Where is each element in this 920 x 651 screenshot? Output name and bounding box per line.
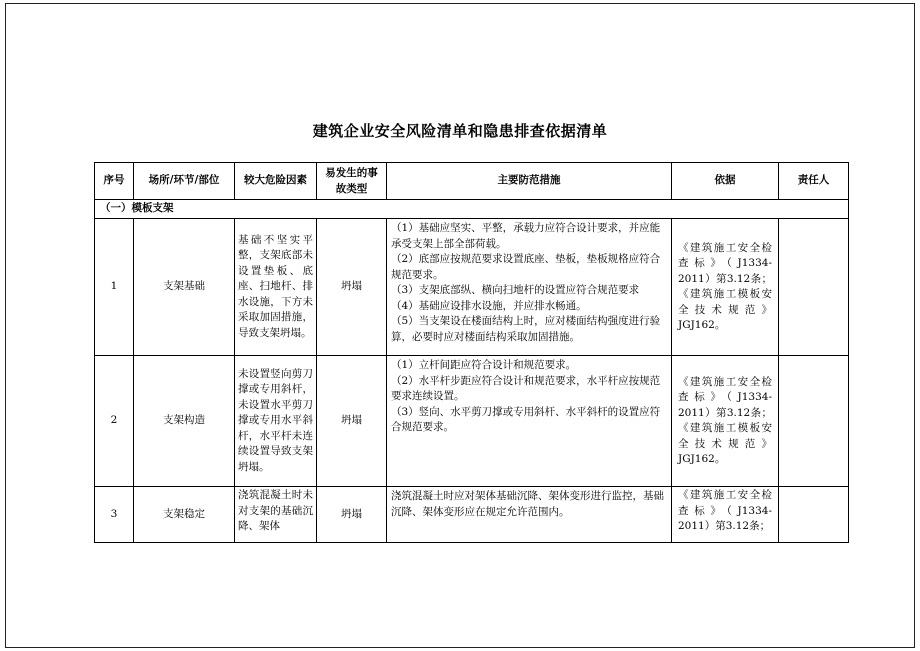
cell-location: 支架稳定 — [134, 487, 235, 543]
measure-item: 浇筑混凝土时应对架体基础沉降、架体变形进行监控，基础沉降、架体变形应在规定允许范围内。 — [391, 490, 664, 518]
cell-accident: 坍塌 — [317, 487, 387, 543]
cell-accident: 坍塌 — [317, 356, 387, 487]
cell-no: 2 — [95, 356, 134, 487]
cell-measures — [387, 487, 672, 543]
risk-checklist-table — [94, 162, 849, 543]
header-location: 场所/环节/部位 — [134, 163, 235, 200]
cell-location: 支架构造 — [134, 356, 235, 487]
table-row — [95, 356, 849, 487]
header-measures: 主要防范措施 — [387, 163, 672, 200]
measure-item: （4）基础应设排水设施，并应排水畅通。 — [391, 299, 587, 312]
header-accident: 易发生的事故类型 — [317, 163, 387, 200]
cell-no: 3 — [95, 487, 134, 543]
cell-location: 支架基础 — [134, 219, 235, 356]
cell-basis: 《建筑施工安全检查标》（J1334-2011）第3.12条；《建筑施工模板安全技术规范》JGJ162。 — [672, 356, 779, 487]
table-header-row — [95, 163, 849, 200]
cell-hazard: 未设置竖向剪刀撑或专用斜杆，未设置水平剪刀撑或专用水平斜杆，水平杆未连续设置导致支架坍塌。 — [235, 356, 317, 487]
section-row — [95, 200, 849, 219]
cell-owner — [779, 219, 849, 356]
header-no: 序号 — [95, 163, 134, 200]
header-basis: 依据 — [672, 163, 779, 200]
measure-item: （2）水平杆步距应符合设计和规范要求，水平杆应按规范要求连续设置。 — [391, 374, 661, 402]
header-hazard: 较大危险因素 — [235, 163, 317, 200]
cell-hazard: 基础不坚实平整，支架底部未设置垫板、底座、扫地杆、排水设施，下方未采取加固措施，导致支架坍塌。 — [235, 219, 317, 356]
cell-hazard: 浇筑混凝土时未对支架的基础沉降、架体 — [235, 487, 317, 543]
measure-item: （2）底部应按规范要求设置底座、垫板，垫板规格应符合规范要求。 — [391, 253, 661, 281]
measure-item: （5）当支架设在楼面结构上时，应对楼面结构强度进行验算，必要时应对楼面结构采取加固措施。 — [391, 315, 661, 343]
cell-accident: 坍塌 — [317, 219, 387, 356]
table-row — [95, 487, 849, 543]
measure-item: （3）竖向、水平剪刀撑或专用斜杆、水平斜杆的设置应符合规范要求。 — [391, 405, 661, 433]
measure-item: （3）支架底部纵、横向扫地杆的设置应符合规范要求 — [391, 284, 640, 296]
cell-measures — [387, 356, 672, 487]
cell-owner — [779, 487, 849, 543]
document-title: 建筑企业安全风险清单和隐患排查依据清单 — [312, 122, 608, 140]
cell-owner — [779, 356, 849, 487]
table-row — [95, 219, 849, 356]
cell-basis: 《建筑施工安全检查标》（J1334-2011）第3.12条；《建筑施工模板安全技术规范》JGJ162。 — [672, 219, 779, 356]
header-owner: 责任人 — [779, 163, 849, 200]
cell-no: 1 — [95, 219, 134, 356]
measure-item: （1）立杆间距应符合设计和规范要求。 — [391, 359, 577, 371]
measure-item: （1）基础应坚实、平整，承载力应符合设计要求，并应能承受支架上部全部荷载。 — [391, 222, 661, 250]
cell-basis: 《建筑施工安全检查标》（J1334-2011）第3.12条； — [672, 487, 779, 543]
section-title: （一）模板支架 — [95, 200, 849, 219]
cell-measures — [387, 219, 672, 356]
